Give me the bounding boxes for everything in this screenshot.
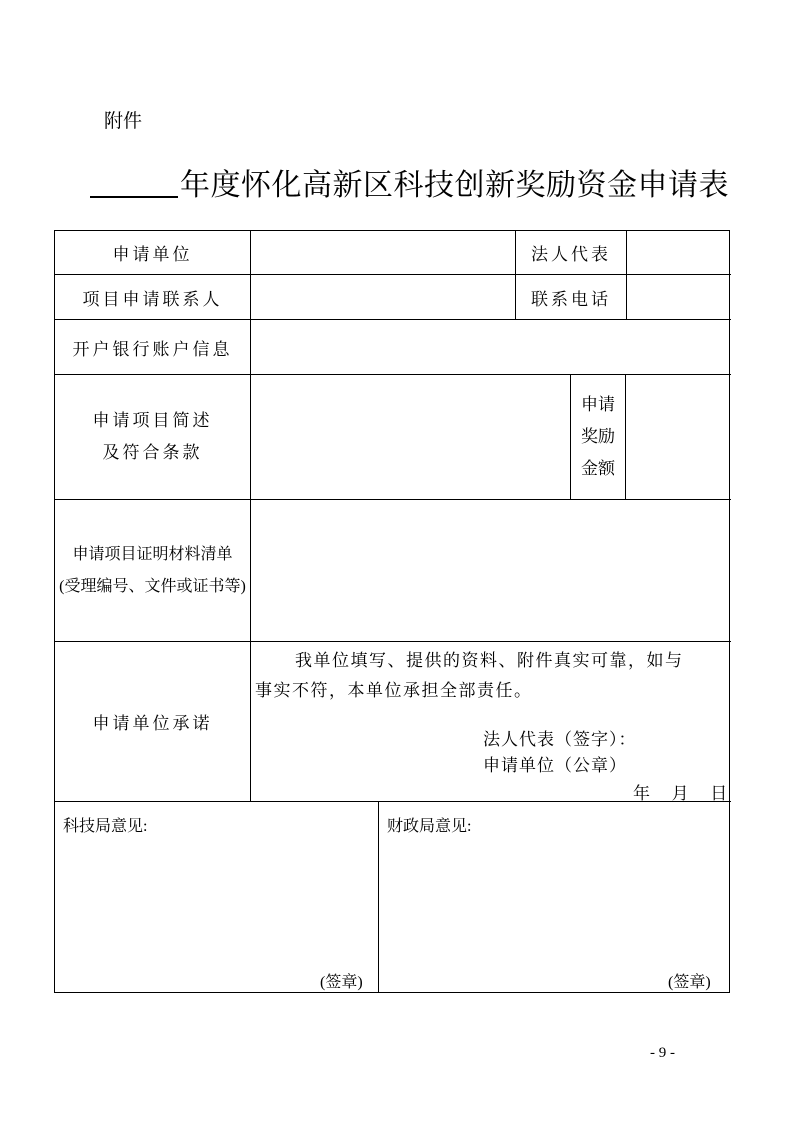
date-line: 年 月 日 <box>633 784 728 804</box>
legal-rep-field[interactable] <box>627 231 730 274</box>
project-desc-label-line2: 及符合条款 <box>102 443 203 463</box>
applicant-unit-field[interactable] <box>251 231 515 274</box>
materials-label-line2: (受理编号、文件或证书等) <box>59 577 246 595</box>
finance-bureau-opinion-label: 财政局意见: <box>387 818 472 835</box>
contact-person-label: 项目申请联系人 <box>82 289 223 310</box>
project-desc-label <box>55 375 250 499</box>
page-number: - 9 - <box>650 1045 675 1061</box>
materials-field[interactable] <box>251 500 730 641</box>
materials-label-line1: 申请项目证明材料清单 <box>72 545 233 563</box>
application-form-table <box>54 230 730 993</box>
tech-bureau-seal: (签章) <box>320 974 363 991</box>
tech-bureau-opinion-label: 科技局意见: <box>63 818 148 835</box>
contact-phone-field[interactable] <box>627 275 730 319</box>
finance-bureau-seal: (签章) <box>668 974 711 991</box>
legal-rep-signature: 法人代表（签字）： <box>483 730 637 750</box>
project-desc-field[interactable] <box>251 375 570 499</box>
legal-rep-label: 法人代表 <box>531 245 611 265</box>
commitment-text-line1: 我单位填写、提供的资料、附件真实可靠，如与 <box>295 651 684 671</box>
materials-label <box>55 500 250 641</box>
contact-person-field[interactable] <box>251 275 515 319</box>
bank-account-label: 开户银行账户信息 <box>72 339 233 360</box>
award-amount-field[interactable] <box>626 375 730 499</box>
row-divider <box>55 801 731 802</box>
form-title: 年度怀化高新区科技创新奖励资金申请表 <box>180 168 729 203</box>
award-amount-label-line1: 申请 <box>581 395 615 415</box>
col-divider <box>378 801 379 993</box>
bank-account-field[interactable] <box>251 320 730 374</box>
award-amount-label <box>571 375 625 499</box>
title-year-blank <box>90 196 178 198</box>
contact-phone-label: 联系电话 <box>531 289 611 310</box>
unit-seal: 申请单位（公章） <box>483 756 627 776</box>
award-amount-label-line3: 金额 <box>581 459 615 479</box>
commitment-text-line2: 事实不符，本单位承担全部责任。 <box>255 681 533 701</box>
attachment-label: 附件 <box>104 110 143 132</box>
award-amount-label-line2: 奖励 <box>581 427 615 447</box>
commitment-label: 申请单位承诺 <box>92 714 213 734</box>
project-desc-label-line1: 申请项目简述 <box>92 411 213 431</box>
applicant-unit-label: 申请单位 <box>112 245 193 265</box>
